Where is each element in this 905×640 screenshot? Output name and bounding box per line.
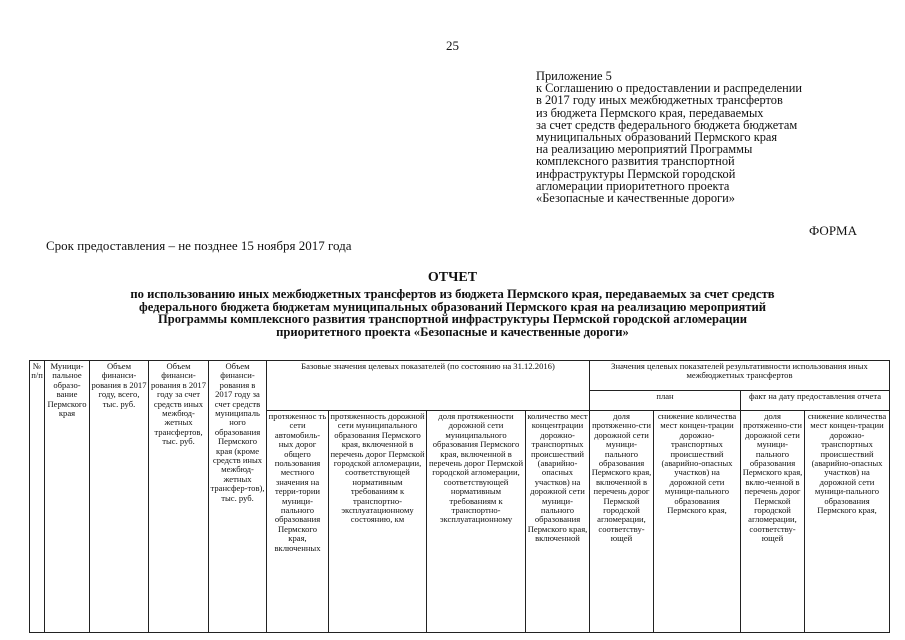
- header-col-municipality: Муници-пальное образо-вание Пермского края: [45, 361, 90, 633]
- page-number: 25: [446, 38, 459, 53]
- appendix-line: в 2017 году иных межбюджетных трансфертов: [536, 93, 783, 108]
- header-fact-col: снижение количества мест концен-трации дорожно-транспортных происшествий (аварийно-опасных участков) на дорожной сети муници-пального образования Пермского края,: [805, 411, 890, 633]
- header-base-col: количество мест концентрации дорожно-транспортных происшествий (аварийно-опасных участков) на дорожной сети муници-пального образования Пермского края, включенной: [526, 411, 590, 633]
- appendix-line: агломерации приоритетного проекта: [536, 178, 730, 193]
- report-table: [29, 360, 890, 633]
- header-fact-col: доля протяженно-сти дорожной сети муници-пального образования Пермского края, вклю-ченной в перечень дорог Пермской городской агломерации, соответству-ющей: [741, 411, 805, 633]
- header-base-col: протяженнос ть сети автомобиль-ных дорог общего пользования местного значения на терри-тории муници-пального образования Пермского края, включенных: [267, 411, 329, 633]
- report-subtitle: [40, 288, 865, 338]
- subtitle-line: Программы комплексного развития транспортной инфраструктуры Пермской городской агломерации: [157, 312, 748, 327]
- header-group-results: Значения целевых показателей результативности использования иных межбюджетных трансфертов: [590, 361, 890, 391]
- subtitle-line: приоритетного проекта «Безопасные и качественные дороги»: [276, 324, 629, 339]
- appendix-block: [536, 70, 802, 204]
- header-col-volume-total: Объем финанси-рования в 2017 году, всего, тыс. руб.: [90, 361, 149, 633]
- appendix-line: из бюджета Пермского края, передаваемых: [536, 105, 764, 120]
- deadline-text: Срок предоставления – не позднее 15 ноября 2017 года: [46, 238, 352, 253]
- appendix-line: Приложение 5: [536, 69, 612, 83]
- form-label: ФОРМА: [809, 223, 857, 238]
- subtitle-line: федерального бюджета бюджетам муниципальных образований Пермского края на реализацию мероприятий: [138, 299, 767, 314]
- appendix-line: комплексного развития транспортной: [536, 154, 735, 169]
- header-sub-fact: факт на дату предоставления отчета: [741, 391, 890, 411]
- header-plan-col: снижение количества мест концен-трации дорожно-транспортных происшествий (аварийно-опасных участков) на дорожной сети муници-пального образования Пермского края,: [654, 411, 741, 633]
- appendix-line: муниципальных образований Пермского края: [536, 130, 778, 145]
- header-group-base: Базовые значения целевых показателей (по состоянию на 31.12.2016): [267, 361, 590, 411]
- appendix-line: за счет средств федерального бюджета бюджетам: [536, 117, 798, 132]
- header-base-col: протяженность дорожной сети муниципального образования Пермского края, включенной в перечень дорог Пермской городской агломерации, соответствующей нормативным требованиям к транспортно-эксплуатационному состоянию, км: [329, 411, 427, 633]
- report-title: ОТЧЕТ: [427, 270, 478, 285]
- appendix-line: к Соглашению о предоставлении и распределении: [536, 81, 803, 96]
- appendix-line: на реализацию мероприятий Программы: [536, 142, 753, 157]
- header-base-col: доля протяженности дорожной сети муниципального образования Пермского края, включенной в перечень дорог Пермской городской агломерации, соответствующей нормативным требованиям к транспортно-эксплуатационному: [427, 411, 526, 633]
- appendix-line: «Безопасные и качественные дороги»: [536, 191, 735, 206]
- appendix-line: инфраструктуры Пермской городской: [536, 166, 736, 181]
- header-plan-col: доля протяженно-сти дорожной сети муници-пального образования Пермского края, включенной в перечень дорог Пермской городской агломерации, соответству-ющей: [590, 411, 654, 633]
- header-col-volume-perm: Объем финанси-рования в 2017 году за счет средств муниципаль ного образования Пермского края (кроме средств иных межбюд-жетных трансфер-тов), тыс. руб.: [209, 361, 267, 633]
- subtitle-line: по использованию иных межбюджетных трансфертов из бюджета Пермского края, передаваемых за счет средств: [130, 287, 775, 301]
- header-sub-plan: план: [590, 391, 741, 411]
- header-col-num: № п/п: [30, 361, 45, 633]
- header-col-volume-interbudget: Объем финанси-рования в 2017 году за счет средств иных межбюд-жетных трансфертов, тыс. руб.: [149, 361, 209, 633]
